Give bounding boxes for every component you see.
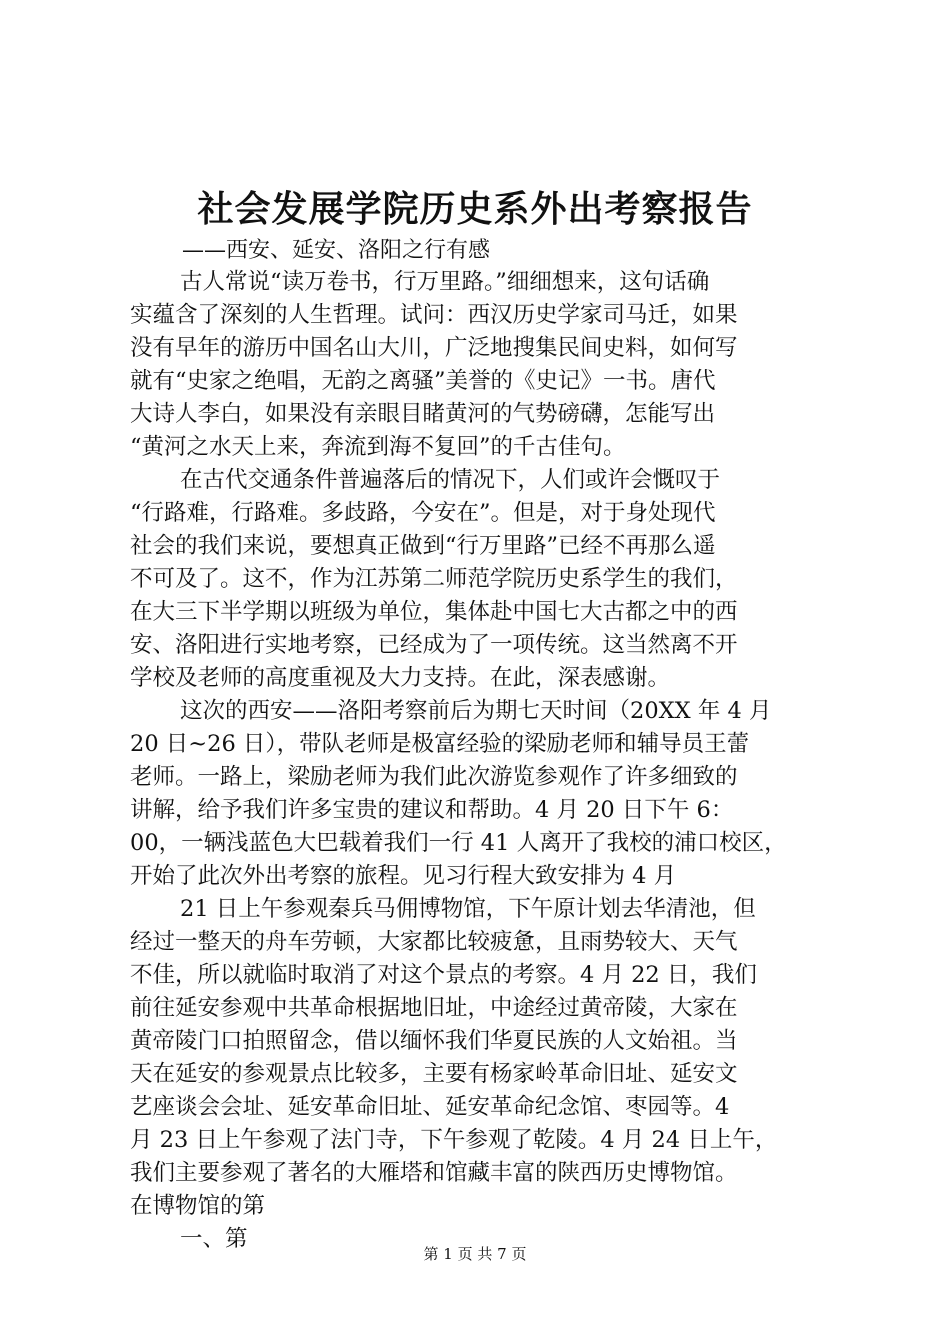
document-title: 社会发展学院历史系外出考察报告: [197, 189, 753, 230]
text-line: 00，一辆浅蓝色大巴载着我们一行 41 人离开了我校的浦口校区，: [130, 830, 787, 856]
text-line: 老师。一路上，梁励老师为我们此次游览参观作了许多细致的: [130, 764, 738, 790]
text-line: 21 日上午参观秦兵马佣博物馆，下午原计划去华清池，但: [180, 896, 756, 922]
text-line: 在博物馆的第: [130, 1193, 266, 1219]
text-line: 学校及老师的高度重视及大力支持。在此，深表感谢。: [130, 665, 671, 691]
text-line: 开始了此次外出考察的旅程。见习行程大致安排为 4 月: [130, 863, 677, 889]
text-line: 前往延安参观中共革命根据地旧址，中途经过黄帝陵，大家在: [130, 995, 738, 1021]
text-line: 天在延安的参观景点比较多，主要有杨家岭革命旧址、延安文: [130, 1061, 738, 1087]
body-text: [130, 266, 830, 1256]
text-line: 月 23 日上午参观了法门寺，下午参观了乾陵。4 月 24 日上午，: [130, 1127, 778, 1153]
text-line: 社会的我们来说，要想真正做到“行万里路”已经不再那么遥: [130, 533, 716, 559]
text-line: 实蕴含了深刻的人生哲理。试问：西汉历史学家司马迁，如果: [130, 302, 738, 328]
text-line: 讲解，给予我们许多宝贵的建议和帮助。4 月 20 日下午 6：: [130, 797, 734, 823]
text-line: 在大三下半学期以班级为单位，集体赴中国七大古都之中的西: [130, 599, 738, 625]
text-line: 这次的西安——洛阳考察前后为期七天时间（20XX 年 4 月: [180, 698, 772, 724]
text-line: 安、洛阳进行实地考察，已经成为了一项传统。这当然离不开: [130, 632, 738, 658]
text-line: 古人常说“读万卷书，行万里路。”细细想来，这句话确: [180, 269, 710, 295]
document-subtitle: ——西安、延安、洛阳之行有感: [182, 238, 491, 263]
text-line: 没有早年的游历中国名山大川，广泛地搜集民间史料，如何写: [130, 335, 738, 361]
page-footer: 第 1 页 共 7 页: [423, 1245, 527, 1263]
text-line: 20 日~26 日），带队老师是极富经验的梁励老师和辅导员王蕾: [130, 731, 750, 757]
text-line: 就有“史家之绝唱，无韵之离骚”美誉的《史记》一书。唐代: [130, 368, 716, 394]
text-line: “行路难，行路难。多歧路，今安在”。但是，对于身处现代: [130, 500, 716, 526]
text-line: 艺座谈会会址、延安革命旧址、延安革命纪念馆、枣园等。4: [130, 1094, 730, 1120]
text-line: 在古代交通条件普遍落后的情况下，人们或许会慨叹于: [180, 467, 721, 493]
text-line: 经过一整天的舟车劳顿，大家都比较疲惫，且雨势较大、天气: [130, 929, 738, 955]
text-line: 我们主要参观了著名的大雁塔和馆藏丰富的陕西历史博物馆。: [130, 1160, 738, 1186]
text-line: 一、第: [180, 1226, 248, 1252]
text-line: 不可及了。这不，作为江苏第二师范学院历史系学生的我们，: [130, 566, 738, 592]
text-line: “黄河之水天上来，奔流到海不复回”的千古佳句。: [130, 434, 626, 460]
text-line: 不佳，所以就临时取消了对这个景点的考察。4 月 22 日，我们: [130, 962, 757, 988]
text-line: 大诗人李白，如果没有亲眼目睹黄河的气势磅礴，怎能写出: [130, 401, 716, 427]
text-line: 黄帝陵门口拍照留念，借以缅怀我们华夏民族的人文始祖。当: [130, 1028, 738, 1054]
